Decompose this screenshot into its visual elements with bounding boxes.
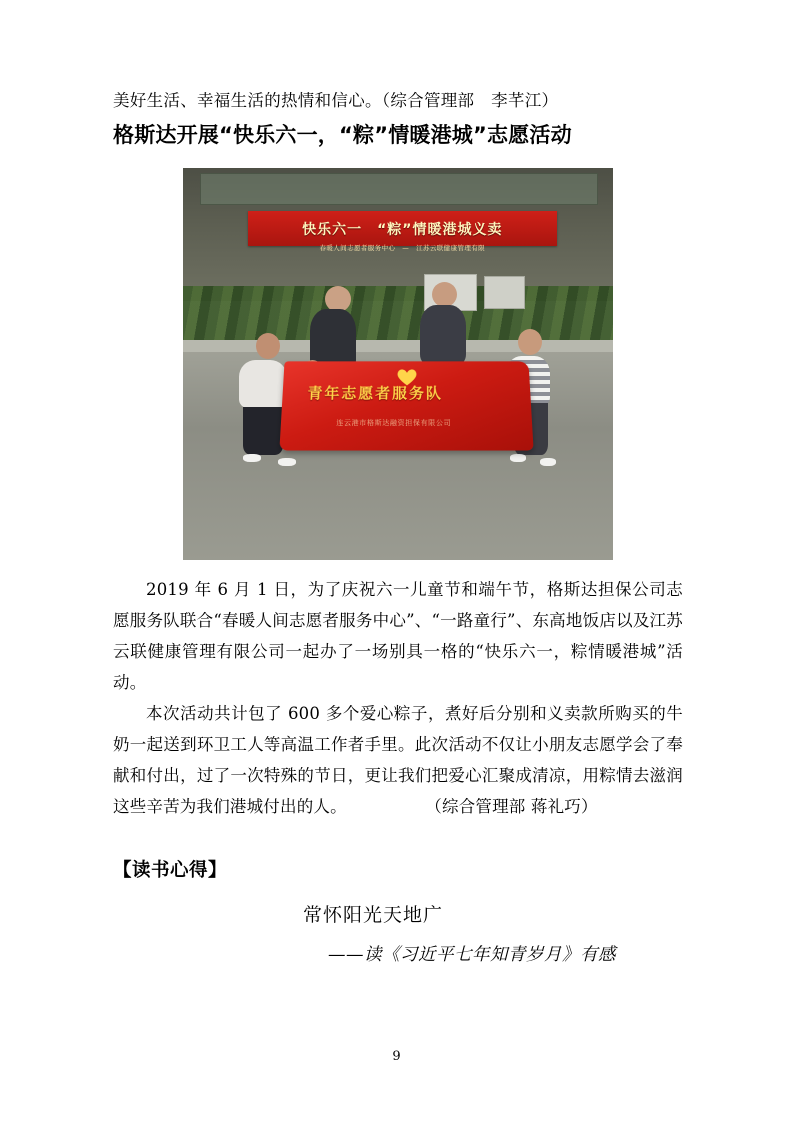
photo-flag-subtext: 连云港市格斯达融资担保有限公司 [336,418,452,427]
reading-notes-heading: 【读书心得】 [113,860,228,881]
photo-curb [183,340,613,352]
photo-volunteer-flag [279,361,534,450]
continued-paragraph: 美好生活、幸福生活的热情和信心。（综合管理部 李芊江） [113,91,559,110]
body-paragraph-2-text: 本次活动共计包了 600 多个爱心粽子，煮好后分别和义卖款所购买的牛奶一起送到环卫工人等高温工作者手里。此次活动不仅让小朋友志愿学会了奉献和付出，过了一次特殊的节日，更让我们把爱心汇聚成清凉，用粽情去滋润这些辛苦为我们港城付出的人。 [113,704,683,816]
photo-banner-text: 快乐六一 “粽”情暖港城义卖 [302,221,503,238]
page-number: 9 [392,1049,401,1064]
body-paragraph-1: 2019 年 6 月 1 日，为了庆祝六一儿童节和端午节，格斯达担保公司志愿服务队联合“春暖人间志愿者服务中心”、“一路童行”、东高地饭店以及江苏云联健康管理有限公司一起办了一场别具一格的“快乐六一，粽情暖港城”活动。 [113,580,683,692]
photo-flag-text: 青年志愿者服务队 [306,384,443,402]
photo-banner-subtext: 春暖人间志愿者服务中心 — 江苏云联健康管理有限 [319,244,486,253]
photo-hedge [183,286,613,341]
page-content [113,86,683,966]
section-title: 格斯达开展“快乐六一，“粽”情暖港城”志愿活动 [113,123,572,147]
photo-container [113,168,683,560]
article-signature: （综合管理部 蒋礼巧） [425,797,598,816]
event-photo [183,168,613,560]
poem-subtitle: ——读《习近平七年知青岁月》有感 [328,945,616,965]
poem-title: 常怀阳光天地广 [303,904,444,926]
photo-shop-window [200,173,598,204]
photo-red-banner [248,211,558,246]
photo-ac-unit-secondary [484,276,525,309]
body-paragraph-2 [113,698,683,822]
